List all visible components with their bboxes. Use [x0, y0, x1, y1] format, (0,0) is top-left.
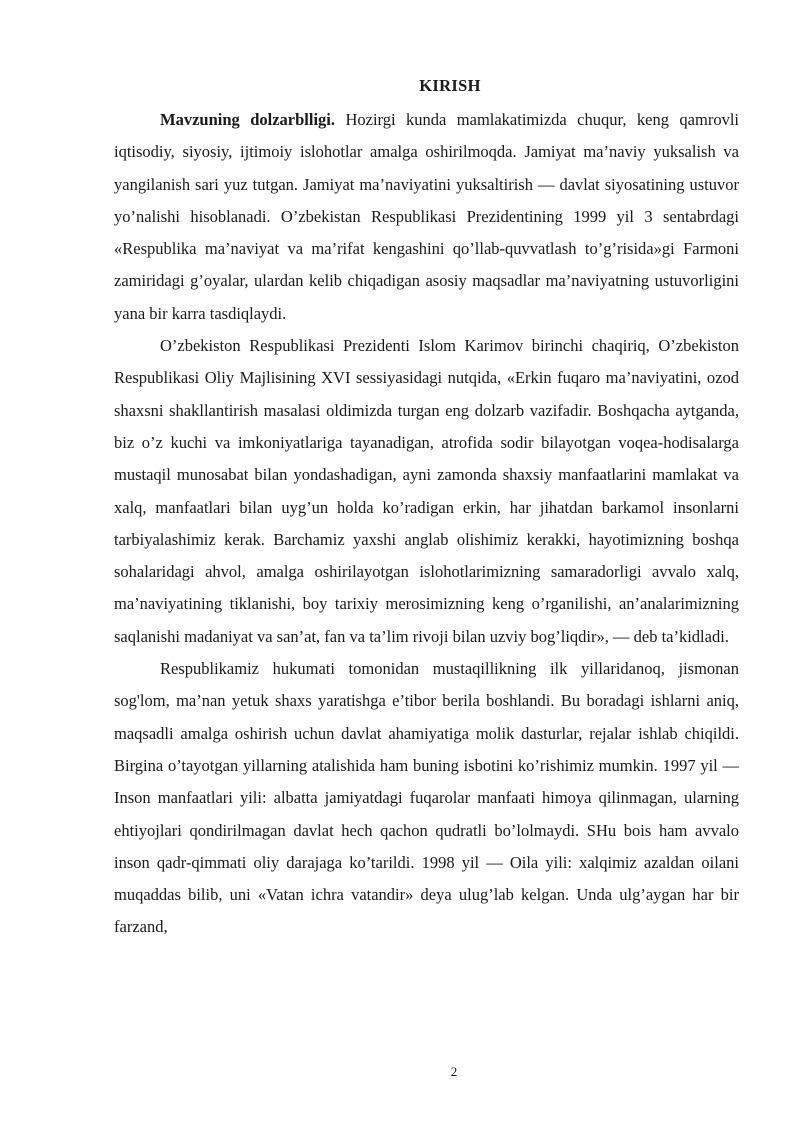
paragraph-2: O’zbekiston Respublikasi Prezidenti Islom Karimov birinchi chaqiriq, O’zbekiston Respublikasi Oliy Majlisining XVI sessiyasidagi nutqida, «Erkin fuqaro ma’naviyatini, ozod shaxsni shakllantirish masalasi oldimizda turgan eng dolzarb vazifadir. Boshqacha aytganda, biz o’z kuchi va imkoniyatlariga tayanadigan, atrofida sodir bilayotgan voqea-hodisalarga mustaqil munosabat bilan yondashadigan, ayni zamonda shaxsiy manfaatlarini mamlakat va xalq, manfaatlari bilan uyg’un holda ko’radigan erkin, har jihatdan barkamol insonlarni tarbiyalashimiz kerak. Barchamiz yaxshi anglab olishimiz kerakki, hayotimizning boshqa sohalaridagi ahvol, amalga oshirilayotgan islohotlarimizning samaradorligi avvalo xalq, ma’naviyatining tiklanishi, boy tarixiy merosimizning keng o’rganilishi, an’analarimizning saqlanishi madaniyat va san’at, fan va ta’lim rivoji bilan uzviy bog’liqdir», — deb ta’kidladi. [114, 336, 739, 646]
paragraph-text: Hozirgi kunda mamlakatimizda chuqur, keng qamrovli iqtisodiy, siyosiy, ijtimoiy islohotlar amalga oshirilmoqda. Jamiyat ma’naviy yuksalish va yangilanish sari yuz tutgan. Jamiyat ma’naviyatini yuksaltirish — davlat siyosatining ustuvor yo’nalishi hisoblanadi. O’zbekistan Respublikasi Prezidentining 1999 yil 3 sentabrdagi «Respublika ma’naviyat va ma’rifat kengashini qo’llab-quvvatlash to’g’risida»gi Farmoni zamiridagi g’oyalar, ulardan kelib chiqadigan asosiy maqsadlar ma’naviyatning ustuvorligini yana bir karra tasdiqlaydi. [114, 110, 740, 323]
page-number: 2 [450, 1064, 458, 1079]
paragraph-lead: Mavzuning dolzarblligi. [160, 110, 336, 129]
section-heading: KIRISH [419, 76, 481, 95]
paragraph-3: Respublikamiz hukumati tomonidan mustaqillikning ilk yillaridanoq, jismonan sog'lom, ma’nan yetuk shaxs yaratishga e’tibor berila boshlandi. Bu boradagi ishlarni aniq, maqsadli amalga oshirish uchun davlat ahamiyatiga molik dasturlar, rejalar ishlab chiqildi. Birgina o’tayotgan yillarning atalishida ham buning isbotini ko’rishimiz mumkin. 1997 yil — Inson manfaatlari yili: albatta jamiyatdagi fuqarolar manfaati himoya qilinmagan, ularning ehtiyojlari qondirilmagan davlat hech qachon qudratli bo’lolmaydi. SHu bois ham avvalo inson qadr-qimmati oliy darajaga ko’tarildi. 1998 yil — Oila yili: xalqimiz azaldan oilani muqaddas bilib, uni «Vatan ichra vatandir» deya ulug’lab kelgan. Unda ulg’aygan har bir farzand, [114, 659, 739, 937]
paragraph-1 [114, 104, 739, 330]
body-text [114, 104, 739, 944]
